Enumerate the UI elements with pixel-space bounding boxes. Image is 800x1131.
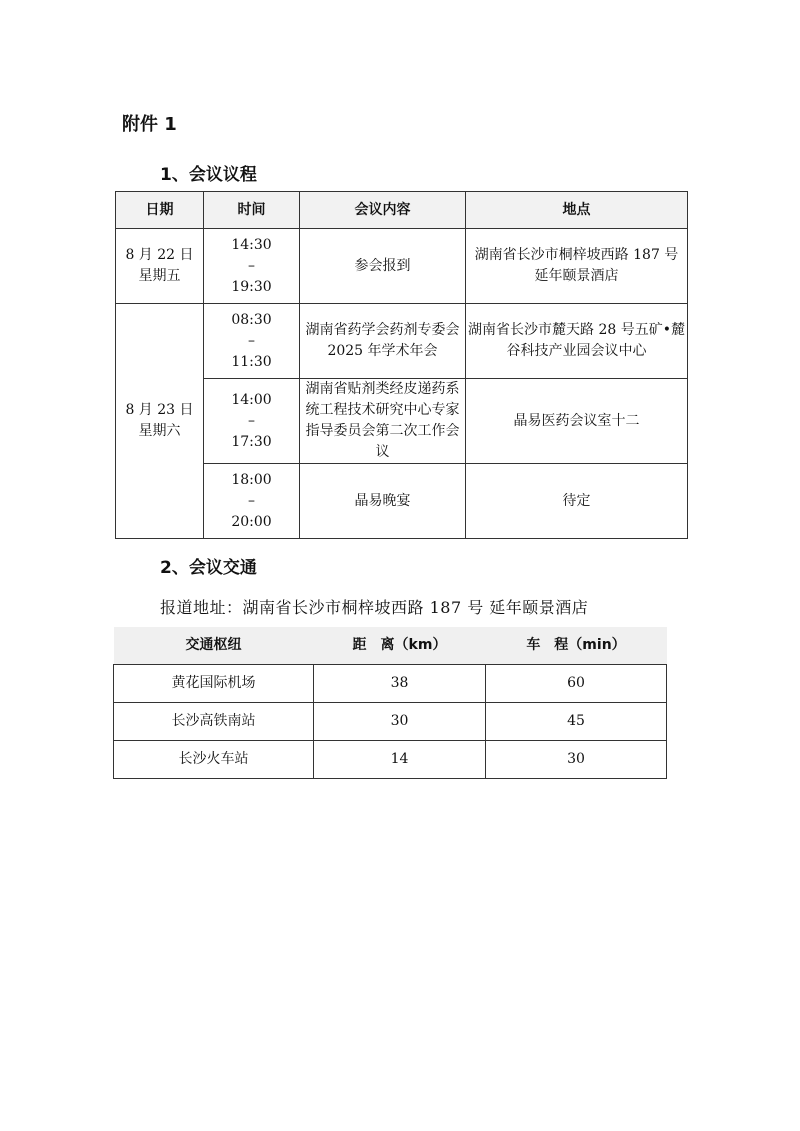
time-cell [204,229,300,304]
distance-cell: 30 [314,703,486,741]
distance-cell: 14 [314,741,486,779]
header-date: 日期 [116,192,204,229]
report-address: 报道地址：湖南省长沙市桐梓坡西路 187 号 延年颐景酒店 [160,598,589,617]
time-dash: – [248,412,255,429]
time-end: 19:30 [231,278,272,295]
table-row [116,304,688,379]
hub-cell: 黄花国际机场 [114,665,314,703]
time-start: 18:00 [231,471,272,488]
agenda-table [115,191,688,539]
time-dash: – [248,492,255,509]
duration-cell: 45 [486,703,667,741]
table-row [114,741,667,779]
content-cell: 湖南省药学会药剂专委会 2025 年学术年会 [300,304,466,379]
location-cell: 湖南省长沙市桐梓坡西路 187 号延年颐景酒店 [466,229,688,304]
time-end: 17:30 [231,433,272,450]
time-start: 14:00 [231,391,272,408]
time-end: 20:00 [231,513,272,530]
section-traffic-title: 2、会议交通 [160,558,257,578]
table-row [114,703,667,741]
time-cell [204,304,300,379]
date-cell [116,229,204,304]
time-start: 14:30 [231,236,272,253]
section-agenda-title: 1、会议议程 [160,165,257,185]
table-row [114,665,667,703]
content-cell: 湖南省贴剂类经皮递药系统工程技术研究中心专家指导委员会第二次工作会议 [300,379,466,464]
time-dash: – [248,257,255,274]
attachment-title: 附件 1 [122,114,177,135]
date-text: 8 月 22 日 [125,247,194,263]
date-text: 8 月 23 日 [125,402,194,418]
header-time: 时间 [204,192,300,229]
location-cell: 待定 [466,464,688,539]
content-cell: 晶易晚宴 [300,464,466,539]
traffic-header-row [114,627,667,665]
duration-cell: 60 [486,665,667,703]
agenda-header-row [116,192,688,229]
duration-cell: 30 [486,741,667,779]
time-start: 08:30 [231,311,272,328]
location-cell: 晶易医药会议室十二 [466,379,688,464]
distance-cell: 38 [314,665,486,703]
time-cell [204,464,300,539]
traffic-table [113,627,667,779]
time-end: 11:30 [231,353,272,370]
header-location: 地点 [466,192,688,229]
location-cell: 湖南省长沙市麓天路 28 号五矿•麓谷科技产业园会议中心 [466,304,688,379]
hub-cell: 长沙高铁南站 [114,703,314,741]
weekday-text: 星期六 [138,423,181,439]
header-duration: 车 程（min） [486,627,667,665]
date-cell [116,304,204,539]
weekday-text: 星期五 [138,268,181,284]
content-cell: 参会报到 [300,229,466,304]
time-dash: – [248,332,255,349]
header-content: 会议内容 [300,192,466,229]
header-hub: 交通枢纽 [114,627,314,665]
table-row [116,229,688,304]
time-cell [204,379,300,464]
hub-cell: 长沙火车站 [114,741,314,779]
header-distance: 距 离（km） [314,627,486,665]
